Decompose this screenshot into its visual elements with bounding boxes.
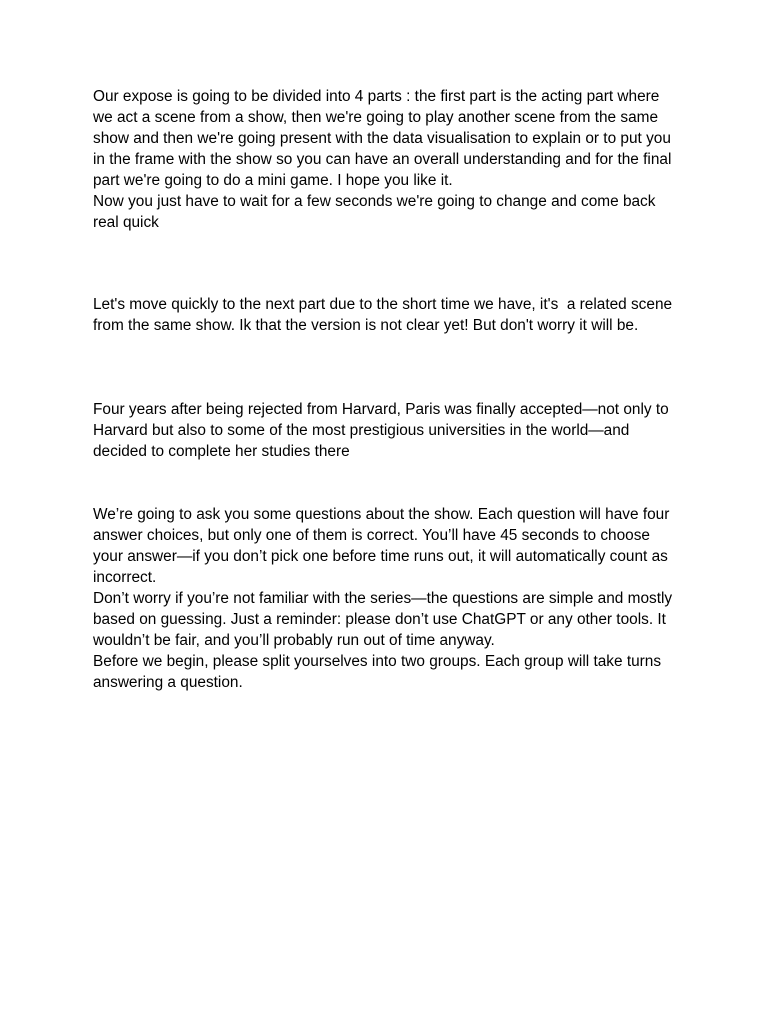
wait-paragraph: Now you just have to wait for a few seconds we're going to change and come back real quick [93, 193, 660, 231]
harvard-paragraph: Four years after being rejected from Harvard, Paris was finally accepted—not only to Harvard but also to some of the most prestigious universities in the world—and decided to complete her studies there [93, 401, 673, 460]
quiz-reminder-paragraph: Don’t worry if you’re not familiar with the series—the questions are simple and mostly based on guessing. Just a reminder: please don’t use ChatGPT or any other tools. It wouldn’t be fair, and you’ll probably run out of time anyway. [93, 590, 677, 649]
quiz-rules-paragraph: We’re going to ask you some questions about the show. Each question will have four answer choices, but only one of them is correct. You’ll have 45 seconds to choose your answer—if you don’t pick one before time runs out, it will automatically count as incorrect. [93, 506, 674, 586]
quiz-groups-paragraph: Before we begin, please split yourselves into two groups. Each group will take turns answering a question. [93, 653, 666, 691]
quiz-section [93, 504, 683, 693]
next-part-section [93, 294, 683, 336]
next-part-paragraph: Let's move quickly to the next part due to the short time we have, it's a related scene from the same show. Ik that the version is not clear yet! But don't worry it will be. [93, 296, 677, 334]
harvard-section [93, 399, 683, 462]
intro-section [93, 86, 683, 233]
intro-paragraph: Our expose is going to be divided into 4 parts : the first part is the acting part where we act a scene from a show, then we're going to play another scene from the same show and then we're going present with the data visualisation to explain or to put you in the frame with the show so you can have an overall understanding and for the final part we're going to do a mini game. I hope you like it. [93, 88, 676, 189]
